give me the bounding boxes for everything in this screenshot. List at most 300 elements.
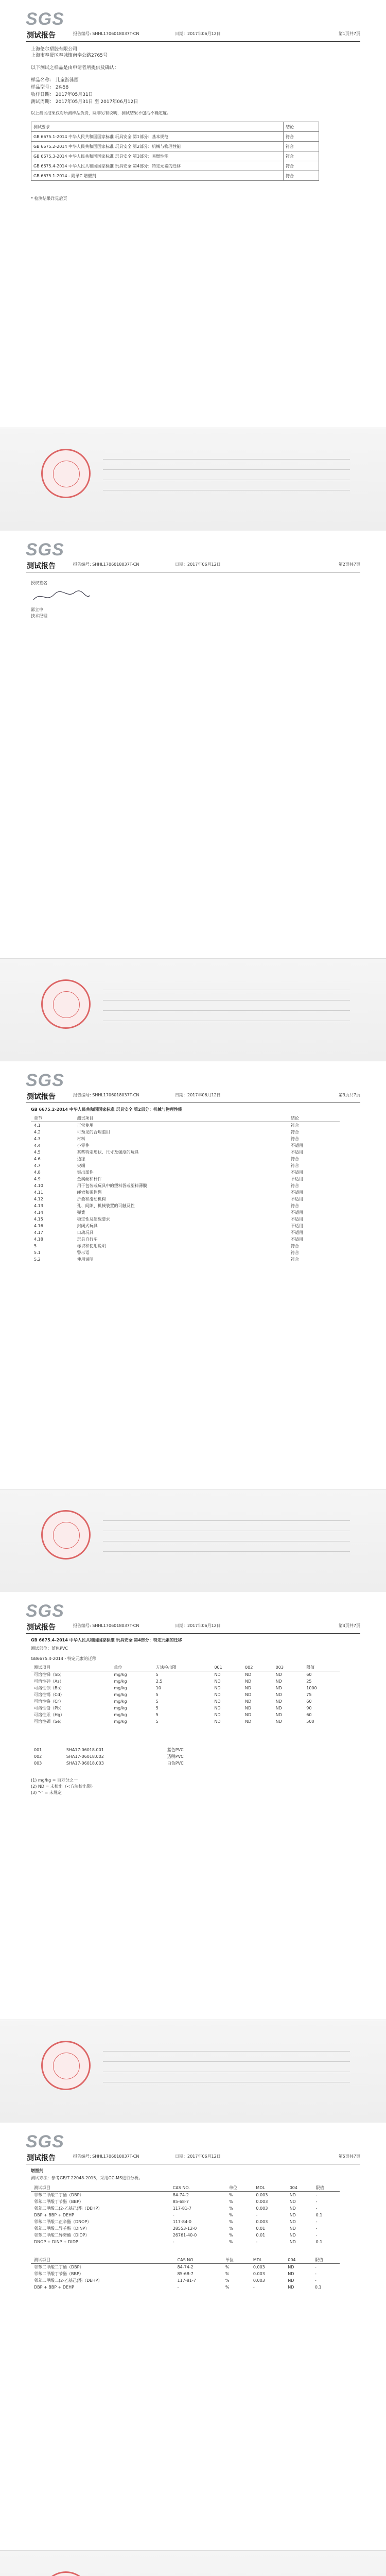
table-cell: 可溶性汞（Hg）	[34, 1713, 65, 1717]
sgs-seal-icon	[41, 2041, 91, 2090]
table-cell: mg/kg	[114, 1706, 127, 1710]
table-row	[31, 1189, 340, 1196]
table-cell: -	[314, 2265, 317, 2269]
header-divider	[26, 41, 360, 42]
table-cell: DBP + BBP + DEHP	[34, 2213, 74, 2217]
table-cell: 可溶性铬（Cr）	[34, 1699, 63, 1704]
table-cell: ND	[289, 2193, 296, 2197]
table-cell: 符合	[290, 1204, 299, 1208]
table-header: MDL	[250, 2257, 285, 2264]
table-cell: 突出部件	[77, 1170, 94, 1175]
table-cell: 0.003	[253, 2278, 265, 2283]
table-cell: 5	[155, 1672, 159, 1677]
table-cell: 透明PVC	[167, 1754, 184, 1759]
table-cell: 117-81-7	[172, 2206, 192, 2211]
table-cell: 绳索和弹性绳	[77, 1190, 102, 1195]
report-number: 报告编号: SHHL1706018037T-CN	[73, 1093, 139, 1097]
table-cell: ND	[289, 2206, 296, 2211]
table-row	[31, 1182, 340, 1189]
table-cell: 0.003	[253, 2272, 265, 2276]
table-header-row	[31, 122, 319, 132]
table-cell: -	[315, 2199, 318, 2204]
table-cell: 4.4	[34, 1143, 41, 1148]
table-cell: ND	[245, 1679, 252, 1684]
table-cell: 4.8	[34, 1170, 41, 1175]
table-cell: 边缘	[77, 1157, 85, 1161]
table-header: 章节	[31, 1115, 74, 1122]
section-heading: GB 6675.4-2014 中华人民共和国国家标准 玩具安全 第4部分：特定元素的迁移	[31, 1638, 182, 1642]
table-header: 结论	[288, 1115, 340, 1122]
table-cell: SHA17-06018.001	[66, 1748, 104, 1752]
table-cell: ND	[245, 1686, 252, 1690]
table-cell: 26761-40-0	[172, 2233, 197, 2238]
table-cell: %	[225, 2265, 230, 2269]
table-cell: %	[229, 2226, 233, 2231]
table-cell: 符合	[290, 1244, 299, 1248]
table-cell: ND	[245, 1706, 252, 1710]
plasticizer-table-2	[31, 2257, 340, 2291]
report-title: 测试报告	[27, 1623, 56, 1632]
table-row	[31, 1202, 340, 1209]
table-header-row	[31, 1115, 340, 1122]
table-cell: 不适用	[290, 1224, 303, 1228]
page-header	[26, 1601, 360, 1632]
table-cell: 邻苯二甲酸丁苄酯（BBP）	[34, 2272, 83, 2276]
table-header: 单位	[111, 1664, 152, 1671]
table-cell: 可溶性铅（Pb）	[34, 1706, 64, 1710]
table-row	[31, 1196, 340, 1202]
report-title: 测试报告	[27, 31, 56, 40]
elements-table	[31, 1664, 340, 1725]
table-cell: 5	[34, 1244, 37, 1248]
table-cell: 0.1	[315, 2240, 323, 2244]
table-cell: GB 6675.1-2014 中华人民共和国国家标准 玩具安全 第1部分：基本规范	[31, 132, 284, 142]
table-cell: 稳定性及超载要求	[77, 1217, 110, 1222]
table-cell: 不适用	[290, 1210, 303, 1215]
table-row	[31, 1216, 340, 1223]
table-cell: 117-81-7	[177, 2278, 196, 2283]
table-cell: DBP + BBP + DEHP	[34, 2285, 74, 2290]
table-row	[31, 1149, 340, 1156]
table-cell: 孔、间隙、机械装置的可触及性	[77, 1204, 135, 1208]
table-cell: 符合	[284, 132, 319, 142]
table-row	[31, 1209, 340, 1216]
table-cell: 不适用	[290, 1237, 303, 1242]
table-cell: %	[229, 2193, 233, 2197]
table-header: 限值	[303, 1664, 340, 1671]
sgs-seal-icon	[41, 1510, 91, 1560]
page-header	[26, 9, 360, 40]
page-number: 第4页共7页	[338, 1623, 360, 1628]
table-header: 001	[211, 1664, 242, 1671]
table-cell: ND	[245, 1713, 252, 1717]
note-line: (3) "-" = 未规定	[31, 1790, 62, 1795]
table-cell: 4.18	[34, 1237, 43, 1242]
table-row	[31, 1678, 340, 1685]
report-number: 报告编号: SHHL1706018037T-CN	[73, 2154, 139, 2159]
table-cell: 不适用	[290, 1217, 303, 1222]
table-row	[31, 1122, 340, 1129]
table-cell: %	[225, 2272, 230, 2276]
table-cell: ND	[214, 1699, 221, 1704]
table-cell: 002	[34, 1754, 42, 1759]
table-cell: 不适用	[290, 1177, 303, 1181]
table-cell: 500	[306, 1719, 314, 1724]
table-cell: 材料	[77, 1137, 85, 1141]
table-row	[31, 132, 319, 142]
table-cell: 0.003	[256, 2219, 268, 2224]
table-cell: 4.14	[34, 1210, 43, 1215]
table-cell: 60	[306, 1699, 312, 1704]
table-cell: 0.003	[253, 2265, 265, 2269]
table-cell: ND	[275, 1706, 282, 1710]
table-cell: 60	[306, 1672, 312, 1677]
table-row	[31, 2270, 340, 2277]
table-cell: 0.1	[315, 2213, 323, 2217]
table-row	[31, 1142, 340, 1149]
table-header: 测试项目	[31, 2257, 174, 2264]
table-cell: 蓝色PVC	[167, 1748, 184, 1752]
table-row	[31, 1718, 340, 1725]
table-row	[31, 171, 319, 181]
table-cell: 2.5	[155, 1679, 163, 1684]
table-cell: ND	[288, 2272, 294, 2276]
table-row	[31, 1162, 340, 1169]
table-cell: ND	[289, 2219, 296, 2224]
table-cell: 0.01	[256, 2226, 266, 2231]
table-cell: 可预见的合理滥用	[77, 1130, 110, 1134]
table-cell: 4.9	[34, 1177, 41, 1181]
table-cell: 5	[155, 1692, 159, 1697]
table-header: 单位	[226, 2184, 253, 2192]
table-cell: ND	[214, 1672, 221, 1677]
section-heading: 增塑剂	[31, 2168, 43, 2173]
table-cell: 4.1	[34, 1123, 41, 1128]
table-cell: 符合	[284, 171, 319, 181]
table-cell: 25	[306, 1679, 312, 1684]
test-period: 测试周期： 2017年05月31日 至 2017年06月12日	[31, 99, 138, 105]
table-row	[31, 2205, 340, 2212]
table-row	[31, 1747, 216, 1753]
table-row	[31, 151, 319, 161]
table-cell: 可溶性砷（As）	[34, 1679, 64, 1684]
table-cell: 0.003	[256, 2206, 268, 2211]
report-page-5	[0, 2123, 386, 2576]
table-cell: ND	[275, 1679, 282, 1684]
table-cell: SHA17-06018.003	[66, 1761, 104, 1766]
table-header: 004	[285, 2257, 312, 2264]
table-cell: %	[229, 2206, 233, 2211]
table-cell: 封闭式玩具	[77, 1224, 98, 1228]
table-cell: 邻苯二甲酸二(2-乙基己)酯（DEHP）	[34, 2278, 102, 2283]
table-cell: ND	[288, 2278, 294, 2283]
table-header-row	[31, 2184, 340, 2192]
table-header: CAS NO.	[170, 2184, 226, 2192]
table-cell: 使用说明	[77, 1257, 94, 1262]
table-cell: -	[315, 2219, 318, 2224]
table-header-row	[31, 2257, 340, 2264]
sgs-logo: SGS	[26, 1601, 64, 1621]
table-header: 方法检出限	[153, 1664, 212, 1671]
table-header: 限值	[313, 2184, 340, 2192]
table-row	[31, 1223, 340, 1229]
sgs-logo: SGS	[26, 540, 64, 560]
table-cell: 可溶性硒（Se）	[34, 1719, 64, 1724]
table-cell: GB 6675.1-2014 - 附录C 增塑剂	[31, 171, 284, 181]
table-cell: 不适用	[290, 1230, 303, 1235]
table-cell: ND	[288, 2265, 294, 2269]
table-cell: 符合	[284, 142, 319, 151]
sgs-seal-icon	[41, 2571, 91, 2576]
note-line: (2) ND = 未检出（<方法检出限）	[31, 1784, 95, 1789]
test-part-key: 测试部位：	[31, 1646, 51, 1651]
table-row	[31, 1753, 216, 1760]
note-line: (1) mg/kg = 百万分之一	[31, 1778, 78, 1783]
clause-table	[31, 1115, 340, 1263]
receipt-date: 收样日期： 2017年05月31日	[31, 92, 93, 97]
table-row	[31, 2277, 340, 2284]
table-cell: ND	[289, 2213, 296, 2217]
table-cell: %	[229, 2219, 233, 2224]
table-cell: 4.6	[34, 1157, 41, 1161]
table-cell: mg/kg	[114, 1672, 127, 1677]
table-cell: 小零件	[77, 1143, 90, 1148]
page-footer	[0, 2020, 386, 2123]
table-cell: 5	[155, 1699, 159, 1704]
table-cell: 84-74-2	[177, 2265, 194, 2269]
page-footer	[0, 958, 386, 1062]
report-page-1	[0, 0, 386, 531]
table-cell: -	[256, 2240, 258, 2244]
table-header: 单位	[222, 2257, 250, 2264]
table-cell: mg/kg	[114, 1699, 127, 1704]
report-title: 测试报告	[27, 1093, 56, 1101]
report-title: 测试报告	[27, 562, 56, 570]
table-row	[31, 142, 319, 151]
table-row	[31, 2264, 340, 2271]
table-cell: 邻苯二甲酸二丁酯（DBP）	[34, 2193, 84, 2197]
test-method: 测试方法：参考GB/T 22048-2015，采用GC-MS进行分析。	[31, 2176, 143, 2180]
table-row	[31, 1249, 340, 1256]
table-cell: 5	[155, 1719, 159, 1724]
table-row	[31, 1176, 340, 1182]
signer-title: 技术经理	[31, 614, 47, 618]
table-cell: 117-84-0	[172, 2219, 192, 2224]
table-cell: 玩具自行车	[77, 1237, 98, 1242]
table-cell: -	[172, 2240, 174, 2244]
table-cell: 邻苯二甲酸二异壬酯（DINP）	[34, 2226, 90, 2231]
test-part-value: 蓝色PVC	[51, 1646, 68, 1651]
table-cell: 不适用	[290, 1143, 303, 1148]
table-cell: 不适用	[290, 1170, 303, 1175]
table-row	[31, 1136, 340, 1142]
table-row	[31, 1705, 340, 1711]
page-header	[26, 1071, 360, 1101]
table-cell: -	[177, 2285, 179, 2290]
page-number: 第5页共7页	[338, 2154, 360, 2159]
table-cell: 90	[306, 1706, 312, 1710]
report-title: 测试报告	[27, 2154, 56, 2162]
table-cell: 符合	[290, 1123, 299, 1128]
sgs-seal-icon	[41, 449, 91, 498]
report-date: 日期：2017年06月12日	[175, 31, 221, 36]
page-footer	[0, 2550, 386, 2576]
table-cell: 4.10	[34, 1183, 43, 1188]
table-cell: ND	[214, 1706, 221, 1710]
table-cell: ND	[214, 1713, 221, 1717]
table-cell: ND	[245, 1719, 252, 1724]
table-cell: GB 6675.4-2014 中华人民共和国国家标准 玩具安全 第4部分：特定元素的迁移	[31, 161, 284, 171]
report-date: 日期：2017年06月12日	[175, 2154, 221, 2159]
table-cell: 金属丝和杆件	[77, 1177, 102, 1181]
table-cell: SHA17-06018.002	[66, 1754, 104, 1759]
table-row	[31, 2239, 340, 2245]
table-cell: 不适用	[290, 1150, 303, 1155]
table-cell: 85-68-7	[177, 2272, 194, 2276]
table-row	[31, 1256, 340, 1263]
table-cell: 可溶性钡（Ba）	[34, 1686, 64, 1690]
table-cell: 警示语	[77, 1250, 90, 1255]
table-cell: mg/kg	[114, 1686, 127, 1690]
result-note: 以上测试结果仅对所测样品负责，除非另有说明，测试结果不包括不确定度。	[31, 111, 171, 115]
table-cell: ND	[289, 2226, 296, 2231]
table-cell: GB 6675.3-2014 中华人民共和国国家标准 玩具安全 第3部分：易燃性能	[31, 151, 284, 161]
table-cell: ND	[214, 1719, 221, 1724]
client-address: 上海市奉贤区奉城镇南奉公路2765号	[31, 53, 108, 58]
table-cell: ND	[289, 2199, 296, 2204]
table-cell: ND	[275, 1719, 282, 1724]
table-header: 限值	[312, 2257, 340, 2264]
table-cell: ND	[214, 1686, 221, 1690]
table-cell: 4.3	[34, 1137, 41, 1141]
table-cell: -	[315, 2233, 318, 2238]
page-number: 第2页共7页	[338, 562, 360, 567]
table-cell: ND	[275, 1692, 282, 1697]
table-cell: 符合	[290, 1157, 299, 1161]
table-cell: ND	[275, 1699, 282, 1704]
table-row	[31, 2198, 340, 2205]
report-number: 报告编号: SHHL1706018037T-CN	[73, 31, 139, 36]
table-cell: 可溶性锑（Sb）	[34, 1672, 64, 1677]
table-cell: %	[229, 2233, 233, 2238]
table-row	[31, 1685, 340, 1691]
report-date: 日期：2017年06月12日	[175, 1093, 221, 1097]
table-cell: -	[315, 2206, 318, 2211]
table-cell: 1000	[306, 1686, 317, 1690]
conclusion-note: * 检测结果详见后页	[31, 196, 67, 201]
sgs-logo: SGS	[26, 2132, 64, 2151]
table-cell: 符合	[290, 1257, 299, 1262]
table-header: 004	[287, 2184, 313, 2192]
report-page-3	[0, 1061, 386, 1592]
table-cell: 60	[306, 1713, 312, 1717]
table-cell: 4.13	[34, 1204, 43, 1208]
table-cell: ND	[275, 1672, 282, 1677]
table-cell: 符合	[290, 1130, 299, 1134]
table-cell: 4.11	[34, 1190, 43, 1195]
table-cell: %	[229, 2213, 233, 2217]
table-cell: 不适用	[290, 1190, 303, 1195]
report-date: 日期：2017年06月12日	[175, 1623, 221, 1628]
table-cell: 符合	[284, 161, 319, 171]
plasticizer-table	[31, 2184, 340, 2245]
table-cell: 符合	[290, 1250, 299, 1255]
table-cell: -	[256, 2213, 258, 2217]
table-cell: 5.2	[34, 1257, 41, 1262]
table-cell: 不适用	[290, 1197, 303, 1201]
table-cell: ND	[214, 1679, 221, 1684]
table-cell: 4.2	[34, 1130, 41, 1134]
table-row	[31, 1691, 340, 1698]
table-cell: %	[229, 2240, 233, 2244]
table-row	[31, 1129, 340, 1136]
table-cell: -	[314, 2278, 317, 2283]
table-cell: 白色PVC	[167, 1761, 184, 1766]
table-cell: 4.16	[34, 1224, 43, 1228]
table-cell: 4.12	[34, 1197, 43, 1201]
table-cell: 28553-12-0	[172, 2226, 197, 2231]
table-cell: %	[229, 2199, 233, 2204]
table-cell: ND	[245, 1699, 252, 1704]
table-cell: mg/kg	[114, 1719, 127, 1724]
table-row	[31, 1698, 340, 1705]
table-cell: -	[315, 2193, 318, 2197]
sample-name: 样品名称： 儿童游泳圈	[31, 78, 79, 83]
table-row	[31, 1711, 340, 1718]
table-cell: ND	[289, 2240, 296, 2244]
table-header-row	[31, 1664, 340, 1671]
table-cell: 4.7	[34, 1163, 41, 1168]
page-number: 第1页共7页	[338, 31, 360, 36]
table-cell: 4.17	[34, 1230, 43, 1235]
table-header: 002	[242, 1664, 273, 1671]
sign-label: 授权签名	[31, 581, 47, 585]
table-cell: 0.003	[256, 2199, 268, 2204]
table-header: 测试要求	[31, 122, 284, 132]
table-cell: ND	[245, 1692, 252, 1697]
table-cell: 0.1	[314, 2285, 322, 2290]
table-cell: 可溶性镉（Cd）	[34, 1692, 64, 1697]
table-header: 测试项目	[31, 1664, 111, 1671]
table-cell: 符合	[290, 1163, 299, 1168]
table-header: 结论	[284, 122, 319, 132]
table-cell: GB 6675.2-2014 中华人民共和国国家标准 玩具安全 第2部分：机械与物理性能	[31, 142, 284, 151]
table-cell: ND	[214, 1692, 221, 1697]
table-cell: 邻苯二甲酸二丁酯（DBP）	[34, 2265, 84, 2269]
table-row	[31, 1671, 340, 1679]
test-method: GB6675.4-2014 - 特定元素的迁移	[31, 1656, 96, 1661]
table-cell: mg/kg	[114, 1679, 127, 1684]
table-cell: mg/kg	[114, 1713, 127, 1717]
sgs-seal-icon	[41, 979, 91, 1029]
table-row	[31, 2212, 340, 2218]
report-page-2	[0, 531, 386, 1061]
table-cell: ND	[245, 1672, 252, 1677]
table-cell: 尖端	[77, 1163, 85, 1168]
table-cell: 弹簧	[77, 1210, 85, 1215]
table-cell: 邻苯二甲酸二(2-乙基己)酯（DEHP）	[34, 2206, 102, 2211]
page-header	[26, 2132, 360, 2163]
table-row	[31, 1760, 216, 1767]
table-cell: 某些特定形状、尺寸及强度的玩具	[77, 1150, 139, 1155]
page-header	[26, 540, 360, 571]
table-row	[31, 2192, 340, 2199]
table-row	[31, 2232, 340, 2239]
table-cell: 用于包装或玩具中的塑料袋或塑料薄膜	[77, 1183, 147, 1188]
report-date: 日期：2017年06月12日	[175, 562, 221, 567]
sample-intro: 以下测试之样品是由申请者所提供及确认：	[31, 65, 119, 71]
table-cell: mg/kg	[114, 1692, 127, 1697]
